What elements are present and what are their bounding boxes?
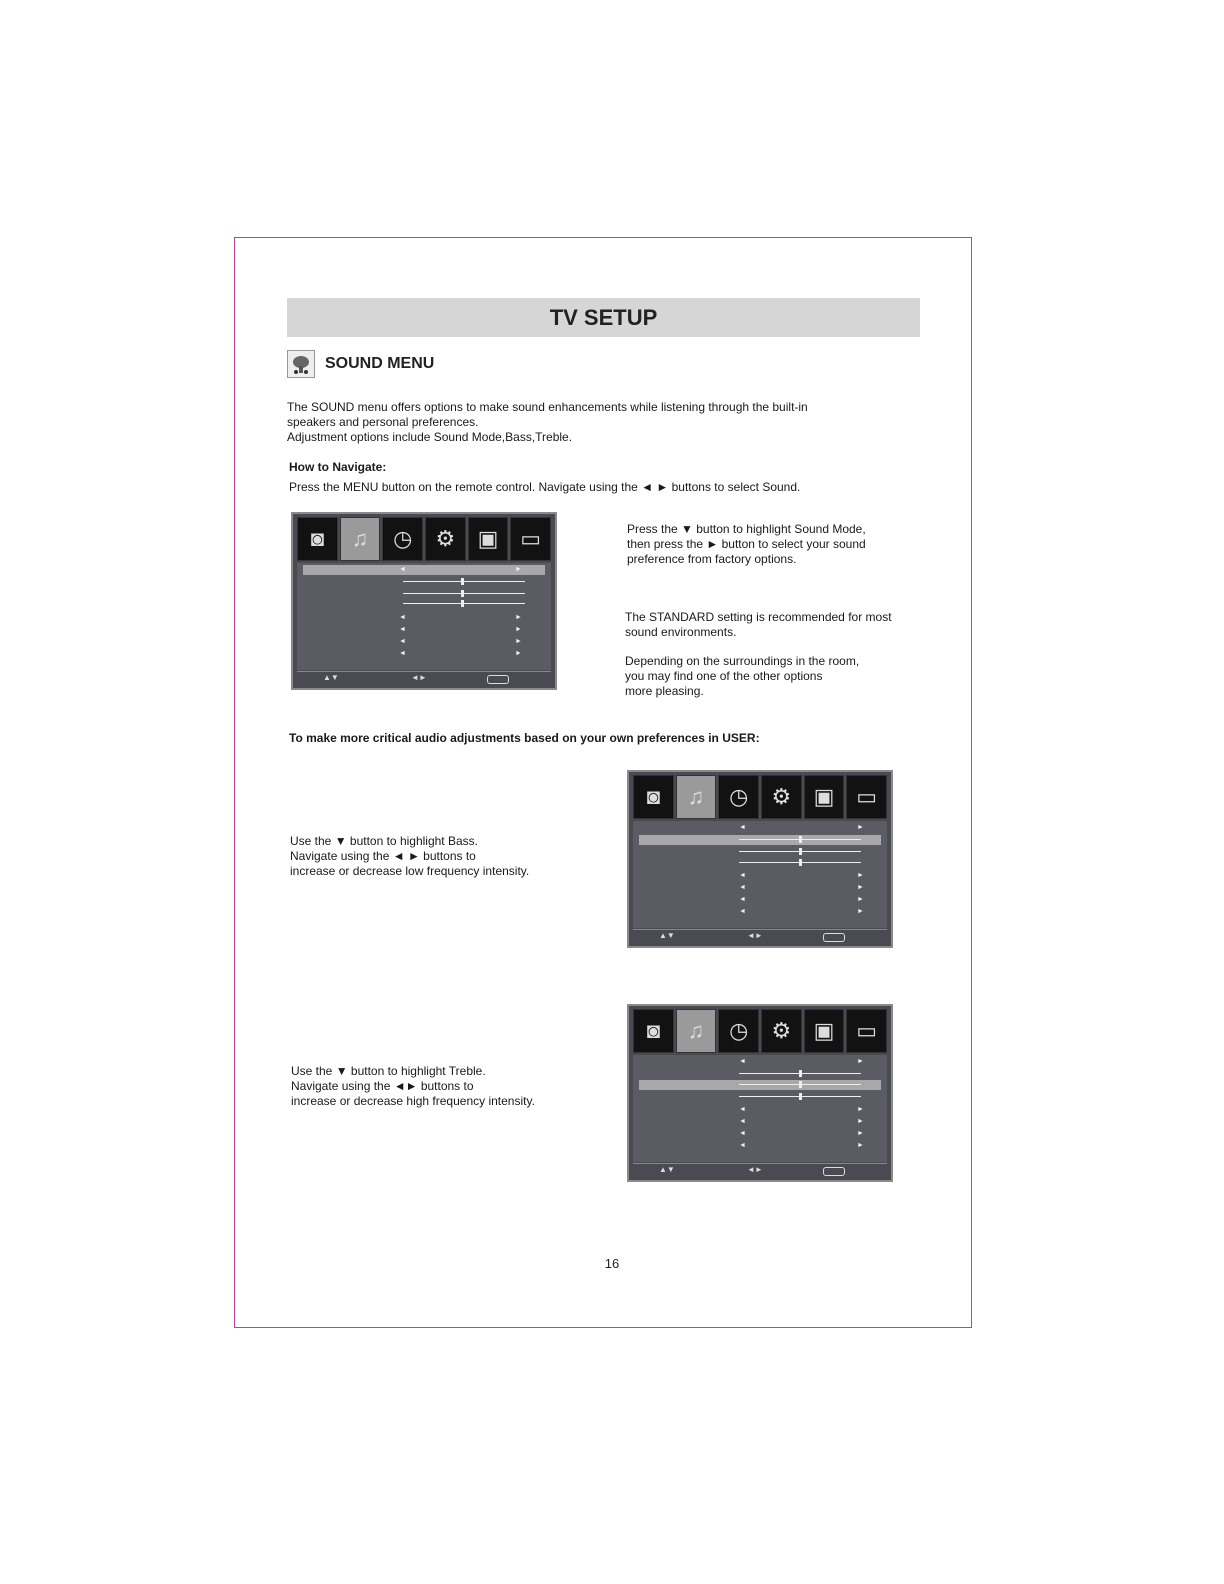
intro-line-3: Adjustment options include Sound Mode,Bass,Treble. xyxy=(287,430,573,444)
lock-icon[interactable]: ▣ xyxy=(804,1009,845,1053)
slider-knob[interactable] xyxy=(799,859,802,866)
note-1-line-1: Press the ▼ button to highlight Sound Mode, xyxy=(627,522,866,536)
arrow-right-icon[interactable]: ► xyxy=(857,872,864,879)
option-row[interactable] xyxy=(639,1117,881,1127)
balance-slider[interactable] xyxy=(403,603,525,604)
bass-row[interactable] xyxy=(303,577,545,587)
slider-knob[interactable] xyxy=(799,1070,802,1077)
arrow-left-icon[interactable]: ◄ xyxy=(399,626,406,633)
arrow-left-icon[interactable]: ◄ xyxy=(739,1106,746,1113)
arrow-left-icon[interactable]: ◄ xyxy=(739,872,746,879)
footer-ok-button[interactable] xyxy=(823,1167,845,1176)
slider-knob[interactable] xyxy=(461,590,464,597)
option-row[interactable] xyxy=(303,649,545,659)
sound-icon[interactable]: ♫ xyxy=(340,517,381,561)
intro-line-2: speakers and personal preferences. xyxy=(287,415,479,429)
arrow-right-icon[interactable]: ► xyxy=(515,650,522,657)
arrow-left-icon[interactable]: ◄ xyxy=(739,896,746,903)
arrow-left-icon[interactable]: ◄ xyxy=(739,1130,746,1137)
option-row[interactable] xyxy=(303,613,545,623)
slider-knob[interactable] xyxy=(799,848,802,855)
bass-row[interactable] xyxy=(639,835,881,845)
sound-icon[interactable]: ♫ xyxy=(676,1009,717,1053)
treble-line-1: Use the ▼ button to highlight Treble. xyxy=(291,1064,486,1078)
arrow-left-icon[interactable]: ◄ xyxy=(739,1118,746,1125)
page-title: TV SETUP xyxy=(549,304,658,330)
arrow-left-icon[interactable]: ◄ xyxy=(739,824,746,831)
bass-slider[interactable] xyxy=(403,581,525,582)
picture-icon[interactable]: ◙ xyxy=(633,775,674,819)
sound-mode-row[interactable] xyxy=(639,823,881,833)
arrow-left-icon[interactable]: ◄ xyxy=(399,638,406,645)
title-bar xyxy=(287,298,920,337)
treble-row[interactable] xyxy=(639,1080,881,1090)
arrow-right-icon[interactable]: ► xyxy=(857,884,864,891)
intro-text xyxy=(287,400,808,445)
menu-footer xyxy=(297,671,551,685)
navigate-text: Press the MENU button on the remote control. Navigate using the ◄ ► buttons to select Sound. xyxy=(289,480,801,494)
time-icon[interactable]: ◷ xyxy=(718,1009,759,1053)
time-icon[interactable]: ◷ xyxy=(718,775,759,819)
bass-row[interactable] xyxy=(639,1069,881,1079)
arrow-left-icon[interactable]: ◄ xyxy=(739,884,746,891)
option-row[interactable] xyxy=(639,1105,881,1115)
treble-line-3: increase or decrease high frequency intensity. xyxy=(291,1094,535,1108)
page-number: 16 xyxy=(604,1256,620,1271)
tv-menu-sound-mode xyxy=(291,512,557,690)
right-notes-2 xyxy=(625,610,892,640)
note-3-line-1: Depending on the surroundings in the room, xyxy=(625,654,860,668)
arrow-right-icon[interactable]: ► xyxy=(857,1058,864,1065)
footer-move-hint: ▲▼ xyxy=(659,1165,675,1174)
intro-line-1: The SOUND menu offers options to make sound enhancements while listening through the built-in xyxy=(287,400,808,414)
footer-ok-button[interactable] xyxy=(823,933,845,942)
footer-move-hint: ▲▼ xyxy=(659,931,675,940)
menu-icon-row xyxy=(297,517,551,561)
option-row[interactable] xyxy=(639,895,881,905)
picture-icon[interactable]: ◙ xyxy=(297,517,338,561)
arrow-right-icon[interactable]: ► xyxy=(515,614,522,621)
bass-instructions xyxy=(290,834,529,879)
arrow-right-icon[interactable]: ► xyxy=(857,896,864,903)
section-header xyxy=(287,350,434,378)
menu-panel xyxy=(633,1055,887,1162)
footer-adjust-hint: ◄► xyxy=(747,1165,763,1174)
footer-move-hint: ▲▼ xyxy=(323,673,339,682)
arrow-left-icon[interactable]: ◄ xyxy=(399,566,406,573)
slider-knob[interactable] xyxy=(799,836,802,843)
sound-menu-icon xyxy=(287,350,315,378)
tv-menu-bass xyxy=(627,770,893,948)
slider-knob[interactable] xyxy=(799,1093,802,1100)
treble-instructions xyxy=(291,1064,535,1109)
setup-icon[interactable]: ⚙ xyxy=(425,517,466,561)
treble-slider[interactable] xyxy=(403,593,525,594)
menu-icon-row xyxy=(633,1009,887,1053)
arrow-right-icon[interactable]: ► xyxy=(857,1130,864,1137)
menu-footer xyxy=(633,1163,887,1177)
arrow-right-icon[interactable]: ► xyxy=(857,1142,864,1149)
option-row[interactable] xyxy=(639,883,881,893)
bass-slider[interactable] xyxy=(739,1073,861,1074)
right-notes-3 xyxy=(625,654,859,699)
setup-icon[interactable]: ⚙ xyxy=(761,1009,802,1053)
lock-icon[interactable]: ▣ xyxy=(804,775,845,819)
note-2-line-2: sound environments. xyxy=(625,625,737,639)
sound-mode-row[interactable] xyxy=(303,565,545,575)
treble-slider[interactable] xyxy=(739,851,861,852)
note-1-line-2: then press the ► button to select your sound xyxy=(627,537,866,551)
balance-slider[interactable] xyxy=(739,1096,861,1097)
sound-icon[interactable]: ♫ xyxy=(676,775,717,819)
arrow-right-icon[interactable]: ► xyxy=(515,626,522,633)
option-row[interactable] xyxy=(639,907,881,917)
bass-line-2: Navigate using the ◄ ► buttons to xyxy=(290,849,476,863)
menu-panel xyxy=(297,563,551,670)
arrow-left-icon[interactable]: ◄ xyxy=(399,614,406,621)
right-notes xyxy=(627,522,866,567)
channel-icon[interactable]: ▭ xyxy=(846,1009,887,1053)
tv-menu-treble xyxy=(627,1004,893,1182)
bass-line-3: increase or decrease low frequency intensity. xyxy=(290,864,530,878)
treble-slider[interactable] xyxy=(739,1084,861,1085)
menu-footer xyxy=(633,929,887,943)
navigate-heading: How to Navigate: xyxy=(289,460,387,474)
menu-panel xyxy=(633,821,887,928)
option-row[interactable] xyxy=(303,625,545,635)
lock-icon[interactable]: ▣ xyxy=(468,517,509,561)
arrow-right-icon[interactable]: ► xyxy=(857,1118,864,1125)
option-row[interactable] xyxy=(303,637,545,647)
balance-slider[interactable] xyxy=(739,862,861,863)
treble-row[interactable] xyxy=(639,847,881,857)
arrow-right-icon[interactable]: ► xyxy=(857,1106,864,1113)
note-3-line-3: more pleasing. xyxy=(625,684,704,698)
setup-icon[interactable]: ⚙ xyxy=(761,775,802,819)
balance-row[interactable] xyxy=(303,599,545,609)
picture-icon[interactable]: ◙ xyxy=(633,1009,674,1053)
arrow-left-icon[interactable]: ◄ xyxy=(739,1058,746,1065)
option-row[interactable] xyxy=(639,1141,881,1151)
treble-row[interactable] xyxy=(303,589,545,599)
slider-knob[interactable] xyxy=(461,600,464,607)
arrow-right-icon[interactable]: ► xyxy=(515,638,522,645)
arrow-right-icon[interactable]: ► xyxy=(515,566,522,573)
footer-adjust-hint: ◄► xyxy=(411,673,427,682)
slider-knob[interactable] xyxy=(461,578,464,585)
channel-icon[interactable]: ▭ xyxy=(846,775,887,819)
footer-adjust-hint: ◄► xyxy=(747,931,763,940)
note-3-line-2: you may find one of the other options xyxy=(625,669,823,683)
balance-row[interactable] xyxy=(639,858,881,868)
arrow-left-icon[interactable]: ◄ xyxy=(739,1142,746,1149)
option-row[interactable] xyxy=(639,871,881,881)
time-icon[interactable]: ◷ xyxy=(382,517,423,561)
bass-line-1: Use the ▼ button to highlight Bass. xyxy=(290,834,478,848)
menu-icon-row xyxy=(633,775,887,819)
channel-icon[interactable]: ▭ xyxy=(510,517,551,561)
balance-row[interactable] xyxy=(639,1092,881,1102)
arrow-right-icon[interactable]: ► xyxy=(857,824,864,831)
footer-ok-button[interactable] xyxy=(487,675,509,684)
arrow-left-icon[interactable]: ◄ xyxy=(739,908,746,915)
treble-line-2: Navigate using the ◄► buttons to xyxy=(291,1079,474,1093)
note-1-line-3: preference from factory options. xyxy=(627,552,797,566)
arrow-left-icon[interactable]: ◄ xyxy=(399,650,406,657)
slider-knob[interactable] xyxy=(799,1081,802,1088)
note-2-line-1: The STANDARD setting is recommended for most xyxy=(625,610,892,624)
bass-slider[interactable] xyxy=(739,839,861,840)
sound-mode-row[interactable] xyxy=(639,1057,881,1067)
option-row[interactable] xyxy=(639,1129,881,1139)
user-heading: To make more critical audio adjustments based on your own preferences in USER: xyxy=(289,731,760,745)
section-title: SOUND MENU xyxy=(325,355,435,372)
arrow-right-icon[interactable]: ► xyxy=(857,908,864,915)
